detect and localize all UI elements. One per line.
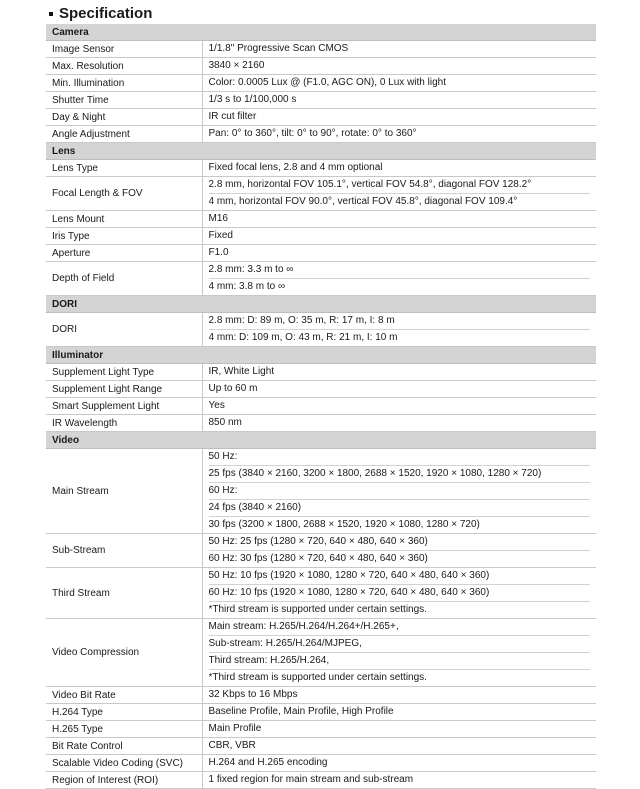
section-title: Camera (46, 24, 596, 41)
spec-value-line: 60 Hz: 30 fps (1280 × 720, 640 × 480, 640 × 360) (209, 550, 591, 567)
spec-row (46, 721, 596, 738)
spec-value (202, 160, 596, 177)
spec-key: H.265 Type (46, 721, 202, 738)
spec-value (202, 109, 596, 126)
spec-value (202, 381, 596, 398)
spec-value-line: Third stream: H.265/H.264, (209, 652, 591, 669)
page-title-text: Specification (59, 5, 153, 22)
spec-row (46, 177, 596, 211)
section-title: Lens (46, 143, 596, 160)
spec-row (46, 415, 596, 432)
spec-row (46, 687, 596, 704)
spec-row (46, 92, 596, 109)
spec-key: Lens Type (46, 160, 202, 177)
spec-row (46, 41, 596, 58)
spec-value-line: 1/3 s to 1/100,000 s (208, 94, 297, 105)
spec-value (202, 704, 596, 721)
spec-value-line: H.264 and H.265 encoding (208, 757, 328, 768)
spec-value (202, 449, 596, 534)
spec-value-line: 25 fps (3840 × 2160, 3200 × 1800, 2688 × 1520, 1920 × 1080, 1280 × 720) (209, 465, 591, 482)
spec-value-line: 1 fixed region for main stream and sub-stream (208, 774, 414, 785)
spec-value-line: 4 mm: D: 109 m, O: 43 m, R: 21 m, I: 10 m (209, 329, 591, 346)
spec-value (202, 534, 596, 568)
spec-value-line: 50 Hz: 25 fps (1280 × 720, 640 × 480, 640 × 360) (208, 536, 428, 547)
spec-value-line: IR cut filter (208, 111, 257, 122)
spec-value-line: Fixed focal lens, 2.8 and 4 mm optional (208, 162, 383, 173)
spec-key: Angle Adjustment (46, 126, 202, 143)
section-header (46, 296, 596, 313)
section-title: Illuminator (46, 347, 596, 364)
spec-value-line: Pan: 0° to 360°, tilt: 0° to 90°, rotate: 0° to 360° (208, 128, 417, 139)
spec-value-line: 1/1.8" Progressive Scan CMOS (208, 43, 349, 54)
spec-value (202, 738, 596, 755)
spec-key: Region of Interest (ROI) (46, 772, 202, 789)
spec-key: Bit Rate Control (46, 738, 202, 755)
spec-key: Video Bit Rate (46, 687, 202, 704)
spec-value (202, 398, 596, 415)
spec-value-line: Color: 0.0005 Lux @ (F1.0, AGC ON), 0 Lux with light (208, 77, 446, 88)
spec-row (46, 534, 596, 568)
spec-value-line: 2.8 mm: 3.3 m to ∞ (208, 264, 294, 275)
spec-value (202, 92, 596, 109)
page-title (46, 4, 596, 24)
spec-row (46, 738, 596, 755)
spec-row (46, 619, 596, 687)
spec-value (202, 313, 596, 347)
section-header (46, 432, 596, 449)
spec-value-line: Main stream: H.265/H.264/H.264+/H.265+, (208, 621, 399, 632)
spec-value-line: 4 mm, horizontal FOV 90.0°, vertical FOV 45.8°, diagonal FOV 109.4° (209, 193, 591, 210)
spec-value-line: 3840 × 2160 (208, 60, 265, 71)
spec-value-line: 50 Hz: 10 fps (1920 × 1080, 1280 × 720, 640 × 480, 640 × 360) (208, 570, 490, 581)
spec-value (202, 619, 596, 687)
spec-key: Smart Supplement Light (46, 398, 202, 415)
spec-value (202, 568, 596, 619)
spec-value-line: 50 Hz: (208, 451, 238, 462)
spec-key: IR Wavelength (46, 415, 202, 432)
spec-key: Image Sensor (46, 41, 202, 58)
spec-value (202, 755, 596, 772)
spec-value (202, 75, 596, 92)
spec-value-line: *Third stream is supported under certain settings. (209, 601, 591, 618)
spec-value-line: Sub-stream: H.265/H.264/MJPEG, (209, 635, 591, 652)
spec-value-line: 24 fps (3840 × 2160) (209, 499, 591, 516)
spec-value-line: Main Profile (208, 723, 262, 734)
spec-sheet (46, 4, 596, 789)
spec-value (202, 245, 596, 262)
spec-row (46, 364, 596, 381)
spec-value (202, 415, 596, 432)
spec-row (46, 58, 596, 75)
spec-key: Supplement Light Range (46, 381, 202, 398)
spec-key: Lens Mount (46, 211, 202, 228)
spec-value-line: 30 fps (3200 × 1800, 2688 × 1520, 1920 × 1080, 1280 × 720) (209, 516, 591, 533)
spec-value-line: 60 Hz: (209, 482, 591, 499)
section-title: DORI (46, 296, 596, 313)
spec-key: Depth of Field (46, 262, 202, 296)
spec-value (202, 177, 596, 211)
spec-value-line: 2.8 mm, horizontal FOV 105.1°, vertical FOV 54.8°, diagonal FOV 128.2° (208, 179, 532, 190)
spec-row (46, 160, 596, 177)
spec-key: Scalable Video Coding (SVC) (46, 755, 202, 772)
spec-value (202, 364, 596, 381)
spec-value-line: 850 nm (208, 417, 242, 428)
spec-value-line: Fixed (208, 230, 233, 241)
spec-value (202, 211, 596, 228)
spec-value-line: 2.8 mm: D: 89 m, O: 35 m, R: 17 m, I: 8 m (208, 315, 395, 326)
spec-value-line: 60 Hz: 10 fps (1920 × 1080, 1280 × 720, 640 × 480, 640 × 360) (209, 584, 591, 601)
spec-value (202, 58, 596, 75)
spec-value (202, 687, 596, 704)
spec-value-line: 4 mm: 3.8 m to ∞ (209, 278, 591, 295)
spec-value-line: 32 Kbps to 16 Mbps (208, 689, 298, 700)
spec-key: Video Compression (46, 619, 202, 687)
spec-key: Main Stream (46, 449, 202, 534)
spec-key: Third Stream (46, 568, 202, 619)
section-title: Video (46, 432, 596, 449)
spec-key: Iris Type (46, 228, 202, 245)
spec-table-body (46, 24, 596, 789)
spec-key: Aperture (46, 245, 202, 262)
spec-key: Min. Illumination (46, 75, 202, 92)
spec-row (46, 381, 596, 398)
spec-row (46, 75, 596, 92)
spec-value-line: M16 (208, 213, 228, 224)
spec-row (46, 313, 596, 347)
spec-value (202, 262, 596, 296)
spec-value-line: CBR, VBR (208, 740, 256, 751)
spec-row (46, 109, 596, 126)
section-header (46, 143, 596, 160)
section-header (46, 24, 596, 41)
spec-key: Sub-Stream (46, 534, 202, 568)
spec-value-line: *Third stream is supported under certain settings. (209, 669, 591, 686)
spec-row (46, 245, 596, 262)
spec-key: Shutter Time (46, 92, 202, 109)
spec-key: Focal Length & FOV (46, 177, 202, 211)
spec-value (202, 41, 596, 58)
spec-row (46, 398, 596, 415)
spec-table (46, 24, 596, 789)
spec-row (46, 211, 596, 228)
spec-key: DORI (46, 313, 202, 347)
spec-value-line: Baseline Profile, Main Profile, High Profile (208, 706, 394, 717)
spec-row (46, 704, 596, 721)
spec-value-line: Up to 60 m (208, 383, 258, 394)
section-header (46, 347, 596, 364)
spec-value (202, 126, 596, 143)
spec-key: Day & Night (46, 109, 202, 126)
spec-row (46, 568, 596, 619)
spec-value (202, 721, 596, 738)
spec-key: Max. Resolution (46, 58, 202, 75)
spec-value-line: F1.0 (208, 247, 229, 258)
spec-value-line: Yes (208, 400, 225, 411)
spec-key: Supplement Light Type (46, 364, 202, 381)
bullet-icon (49, 12, 53, 16)
spec-value-line: IR, White Light (208, 366, 275, 377)
spec-key: H.264 Type (46, 704, 202, 721)
spec-row (46, 449, 596, 534)
spec-value (202, 228, 596, 245)
spec-row (46, 755, 596, 772)
spec-row (46, 126, 596, 143)
spec-row (46, 228, 596, 245)
spec-row (46, 262, 596, 296)
